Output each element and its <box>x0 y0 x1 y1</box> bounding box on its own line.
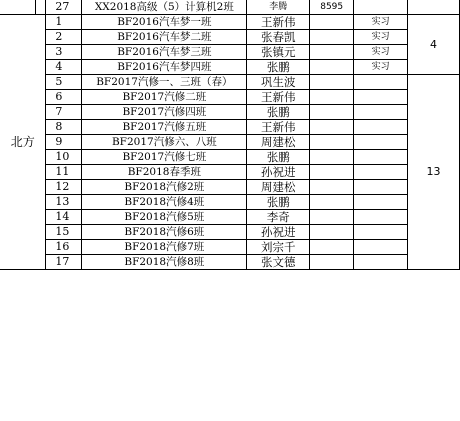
row-number[interactable]: 17 <box>46 255 82 270</box>
hours-cell[interactable] <box>310 150 354 165</box>
row-number[interactable]: 14 <box>46 210 82 225</box>
teacher-cell[interactable]: 孙祝进 <box>247 165 310 180</box>
row-number[interactable]: 8 <box>46 120 82 135</box>
mark-cell[interactable]: 实习 <box>354 30 408 45</box>
teacher-cell[interactable]: 巩生波 <box>247 75 310 90</box>
class-name-cell[interactable]: BF2018汽修2班 <box>82 180 247 195</box>
table-row <box>0 45 460 60</box>
class-name-cell[interactable]: BF2017汽修五班 <box>82 120 247 135</box>
table-row <box>0 90 460 105</box>
teacher-cell[interactable]: 孙祝进 <box>247 225 310 240</box>
class-name-cell[interactable]: BF2017汽修四班 <box>82 105 247 120</box>
row-number[interactable]: 7 <box>46 105 82 120</box>
mark-cell[interactable] <box>354 195 408 210</box>
row-number[interactable]: 27 <box>46 0 82 15</box>
hours-cell[interactable] <box>310 240 354 255</box>
class-name-cell[interactable]: BF2017汽修七班 <box>82 150 247 165</box>
hours-cell[interactable] <box>310 135 354 150</box>
class-name-cell[interactable]: BF2016汽车梦三班 <box>82 45 247 60</box>
teacher-cell[interactable]: 刘宗千 <box>247 240 310 255</box>
teacher-cell[interactable]: 张文德 <box>247 255 310 270</box>
mark-cell[interactable] <box>354 210 408 225</box>
row-number[interactable]: 6 <box>46 90 82 105</box>
group-total-cell[interactable]: 13 <box>408 75 460 270</box>
hours-cell[interactable] <box>310 225 354 240</box>
hours-cell[interactable] <box>310 120 354 135</box>
row-number[interactable]: 3 <box>46 45 82 60</box>
teacher-cell[interactable]: 周建松 <box>247 180 310 195</box>
table-row <box>0 180 460 195</box>
table-row <box>0 135 460 150</box>
total-cell[interactable] <box>408 0 460 15</box>
table-row <box>0 150 460 165</box>
hours-cell[interactable]: 8595 <box>310 0 354 15</box>
mark-cell[interactable]: 实习 <box>354 60 408 75</box>
mark-cell[interactable] <box>354 120 408 135</box>
class-name-cell[interactable]: BF2016汽车梦一班 <box>82 15 247 30</box>
class-name-cell[interactable]: BF2016汽车梦二班 <box>82 30 247 45</box>
row-number[interactable]: 1 <box>46 15 82 30</box>
hours-cell[interactable] <box>310 15 354 30</box>
hours-cell[interactable] <box>310 75 354 90</box>
mark-cell[interactable] <box>354 225 408 240</box>
row-number[interactable]: 11 <box>46 165 82 180</box>
teacher-cell[interactable]: 张春凯 <box>247 30 310 45</box>
class-name-cell[interactable]: BF2018汽修8班 <box>82 255 247 270</box>
teacher-cell[interactable]: 王新伟 <box>247 120 310 135</box>
table-row <box>0 30 460 45</box>
mark-cell[interactable] <box>354 165 408 180</box>
teacher-cell[interactable]: 张鹏 <box>247 195 310 210</box>
teacher-cell[interactable]: 张鹏 <box>247 60 310 75</box>
row-number[interactable]: 9 <box>46 135 82 150</box>
mark-cell[interactable] <box>354 150 408 165</box>
class-name-cell[interactable]: BF2018春季班 <box>82 165 247 180</box>
hours-cell[interactable] <box>310 45 354 60</box>
mark-cell[interactable] <box>354 135 408 150</box>
mark-cell[interactable] <box>354 180 408 195</box>
group-total-cell[interactable]: 4 <box>408 15 460 75</box>
mark-cell[interactable]: 实习 <box>354 15 408 30</box>
class-name-cell[interactable]: BF2018汽修7班 <box>82 240 247 255</box>
class-name-cell[interactable]: BF2016汽车梦四班 <box>82 60 247 75</box>
hours-cell[interactable] <box>310 165 354 180</box>
row-number[interactable]: 2 <box>46 30 82 45</box>
table-row <box>0 255 460 270</box>
table-row <box>0 240 460 255</box>
mark-cell[interactable] <box>354 75 408 90</box>
hours-cell[interactable] <box>310 180 354 195</box>
class-name-cell[interactable]: BF2018汽修4班 <box>82 195 247 210</box>
row-number[interactable]: 12 <box>46 180 82 195</box>
blank-cell <box>0 0 36 15</box>
row-number[interactable]: 5 <box>46 75 82 90</box>
class-name-cell[interactable]: BF2017汽修一、三班（春） <box>82 75 247 90</box>
teacher-cell[interactable]: 王新伟 <box>247 90 310 105</box>
teacher-cell[interactable]: 张鹏 <box>247 150 310 165</box>
table-row <box>0 195 460 210</box>
hours-cell[interactable] <box>310 255 354 270</box>
table-row <box>0 15 460 30</box>
row-number[interactable]: 10 <box>46 150 82 165</box>
class-name-cell[interactable]: XX2018高级（5）计算机2班 <box>82 0 247 15</box>
teacher-cell[interactable]: 王新伟 <box>247 15 310 30</box>
hours-cell[interactable] <box>310 30 354 45</box>
row-number[interactable]: 16 <box>46 240 82 255</box>
table-row <box>0 0 460 15</box>
teacher-cell[interactable]: 李奇 <box>247 210 310 225</box>
row-number[interactable]: 15 <box>46 225 82 240</box>
table-row <box>0 105 460 120</box>
class-name-cell[interactable]: BF2018汽修6班 <box>82 225 247 240</box>
hours-cell[interactable] <box>310 105 354 120</box>
class-name-cell[interactable]: BF2017汽修六、八班 <box>82 135 247 150</box>
teacher-cell[interactable]: 周建松 <box>247 135 310 150</box>
hours-cell[interactable] <box>310 210 354 225</box>
teacher-cell[interactable]: 张鹏 <box>247 105 310 120</box>
table-row <box>0 165 460 180</box>
table-row <box>0 210 460 225</box>
mark-cell[interactable] <box>354 105 408 120</box>
class-name-cell[interactable]: BF2018汽修5班 <box>82 210 247 225</box>
class-name-cell[interactable]: BF2017汽修二班 <box>82 90 247 105</box>
rows-body <box>0 15 460 270</box>
mark-cell[interactable] <box>354 90 408 105</box>
hours-cell[interactable] <box>310 90 354 105</box>
row-number[interactable]: 13 <box>46 195 82 210</box>
row-number[interactable]: 4 <box>46 60 82 75</box>
hours-cell[interactable] <box>310 60 354 75</box>
mark-cell[interactable] <box>354 240 408 255</box>
mark-cell[interactable] <box>354 255 408 270</box>
mark-cell[interactable]: 实习 <box>354 45 408 60</box>
table-row <box>0 60 460 75</box>
campus-cell[interactable]: 北方 <box>0 15 46 270</box>
hours-cell[interactable] <box>310 195 354 210</box>
blank-cell <box>36 0 46 15</box>
table-row <box>0 225 460 240</box>
teacher-cell[interactable]: 张镇元 <box>247 45 310 60</box>
table-row <box>0 120 460 135</box>
mark-cell[interactable] <box>354 0 408 15</box>
teacher-cell[interactable]: 李腾 <box>247 0 310 15</box>
table-row <box>0 75 460 90</box>
